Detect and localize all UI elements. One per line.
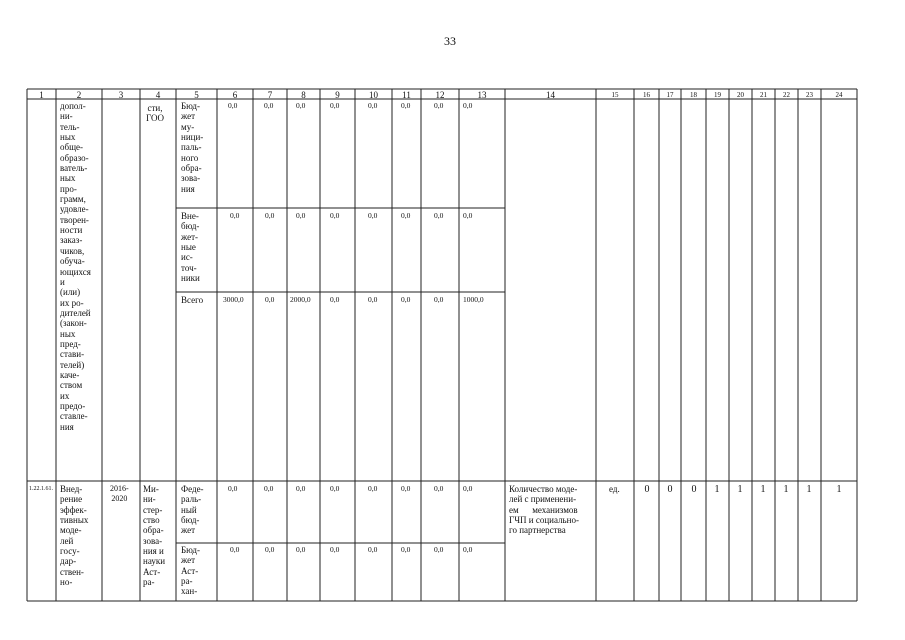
measure-name-continued: допол- ни- тель- ных обще- образо- ватель- ных про- грамм, удовле- творен- ности заказ- чиков, обуча- ющихся и (или) их ро- дителей (закон- ных пред- стави- телей) каче- ством их предо- ставле- ния xyxy=(60,101,91,432)
header-cell: 19 xyxy=(714,91,721,99)
header-cell: 7 xyxy=(267,90,273,100)
measure-code: 1.22.1.61. xyxy=(29,486,53,492)
value-cell: 0,0 xyxy=(296,211,306,220)
funding-source-municipal: Бюд- жет му- ници- паль- ного обра- зова- ния xyxy=(181,101,204,194)
indicator-value: 1 xyxy=(737,484,743,495)
header-cell: 24 xyxy=(835,91,843,99)
value-cell: 0,0 xyxy=(401,101,411,110)
indicator-value: 1 xyxy=(806,484,812,495)
value-cell: 0,0 xyxy=(330,484,340,493)
value-cell: 3000,0 xyxy=(223,295,244,304)
header-cell: 8 xyxy=(301,90,306,100)
value-cell: 0,0 xyxy=(330,211,340,220)
value-cell: 0,0 xyxy=(463,545,473,554)
header-cell: 2 xyxy=(76,90,82,100)
value-cell: 0,0 xyxy=(463,211,473,220)
value-cell: 1000,0 xyxy=(463,295,484,304)
indicator-value: 1 xyxy=(836,484,842,495)
executor: Ми- ни- стер- ство обра- зова- ния и науки Аст- ра- xyxy=(143,484,166,588)
indicator-name: Количество моде- лей с применени- ем механизмов ГЧП и социально- го партнерства xyxy=(509,484,579,536)
header-cell: 16 xyxy=(643,91,650,99)
value-cell: 0,0 xyxy=(230,545,240,554)
header-cell: 5 xyxy=(194,90,199,100)
funding-source-extrabudget: Вне- бюд- жет- ные ис- точ- ники xyxy=(181,211,200,284)
header-cell: 17 xyxy=(666,91,674,99)
funding-source-regional: Бюд- жет Аст- ра- хан- xyxy=(181,545,201,597)
header-cell: 12 xyxy=(435,90,445,100)
value-cell: 0,0 xyxy=(368,211,378,220)
indicator-value: 1 xyxy=(714,484,720,495)
value-cell: 0,0 xyxy=(330,101,340,110)
value-cell: 0,0 xyxy=(401,484,411,493)
header-cell: 14 xyxy=(546,90,555,100)
value-cell: 0,0 xyxy=(228,484,238,493)
value-cell: 0,0 xyxy=(228,101,238,110)
page-number: 33 xyxy=(444,34,456,48)
value-cell: 0,0 xyxy=(401,211,411,220)
header-cell: 6 xyxy=(232,90,238,100)
value-cell: 2000,0 xyxy=(290,295,311,304)
value-cell: 0,0 xyxy=(230,211,240,220)
measure-name: Внед- рение эффек- тивных моде- лей госу- дар- ствен- но- xyxy=(60,484,89,588)
value-cell: 0,0 xyxy=(401,295,411,304)
value-cell: 0,0 xyxy=(368,101,378,110)
value-cell: 0,0 xyxy=(368,295,378,304)
header-cell: 11 xyxy=(402,90,411,100)
indicator-value: 1 xyxy=(760,484,766,495)
header-cell: 21 xyxy=(760,91,767,99)
value-cell: 0,0 xyxy=(264,484,274,493)
funding-source-total: Всего xyxy=(181,295,204,305)
value-cell: 0,0 xyxy=(265,295,275,304)
value-cell: 0,0 xyxy=(296,545,306,554)
header-cell: 4 xyxy=(155,90,161,100)
value-cell: 0,0 xyxy=(434,211,444,220)
header-cell: 9 xyxy=(335,90,340,100)
value-cell: 0,0 xyxy=(401,545,411,554)
header-cell: 23 xyxy=(806,91,813,99)
period: 2016- 2020 xyxy=(110,484,129,504)
indicator-unit: ед. xyxy=(609,484,620,494)
header-cell: 10 xyxy=(369,90,378,100)
header-cell: 13 xyxy=(477,90,487,100)
value-cell: 0,0 xyxy=(368,545,378,554)
header-cell: 15 xyxy=(611,91,619,99)
value-cell: 0,0 xyxy=(463,484,473,493)
header-cell: 20 xyxy=(737,91,744,99)
header-cell: 22 xyxy=(783,91,790,99)
value-cell: 0,0 xyxy=(463,101,473,110)
indicator-value: 0 xyxy=(667,484,673,495)
indicator-value: 0 xyxy=(644,484,650,495)
indicator-value: 0 xyxy=(691,484,697,495)
value-cell: 0,0 xyxy=(368,484,378,493)
value-cell: 0,0 xyxy=(265,545,275,554)
value-cell: 0,0 xyxy=(296,484,306,493)
header-cell: 1 xyxy=(39,90,44,100)
indicator-value: 1 xyxy=(783,484,789,495)
value-cell: 0,0 xyxy=(330,545,340,554)
value-cell: 0,0 xyxy=(330,295,340,304)
value-cell: 0,0 xyxy=(296,101,306,110)
value-cell: 0,0 xyxy=(264,101,274,110)
value-cell: 0,0 xyxy=(434,295,444,304)
header-cell: 3 xyxy=(118,90,124,100)
value-cell: 0,0 xyxy=(265,211,275,220)
header-cell: 18 xyxy=(690,91,697,99)
funding-source-federal: Феде- раль- ный бюд- жет xyxy=(181,484,204,536)
value-cell: 0,0 xyxy=(434,545,444,554)
value-cell: 0,0 xyxy=(434,484,444,493)
value-cell: 0,0 xyxy=(434,101,444,110)
executor-continued: сти, ГОО xyxy=(146,103,164,124)
